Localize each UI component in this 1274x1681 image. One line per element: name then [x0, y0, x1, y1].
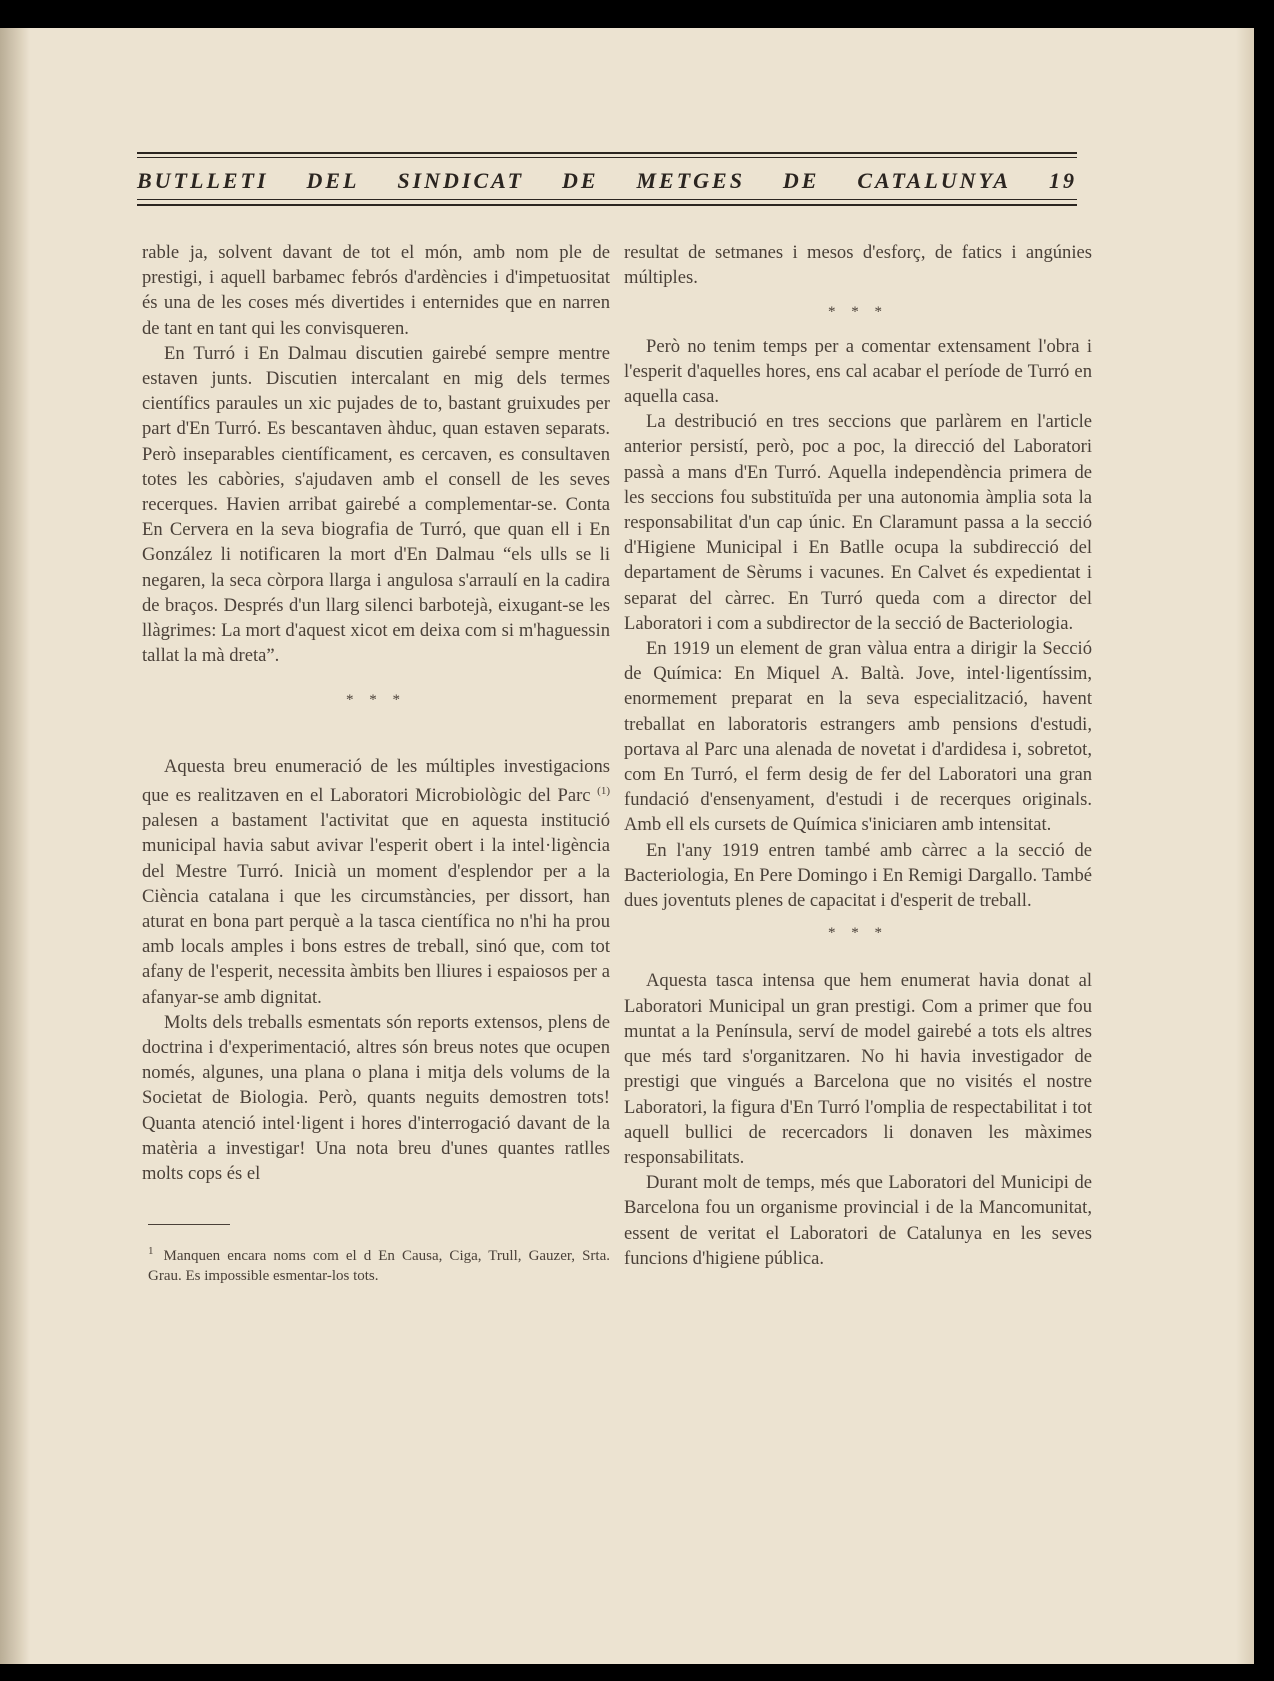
paragraph: En l'any 1919 entren també amb càrrec a la secció de Bacteriologia, En Pere Domingo i En Remigi Dargallo. També dues joventuts plenes de capacitat i d'esperit de treball. — [624, 839, 1092, 912]
header-top-rule — [137, 152, 1077, 154]
header-word: METGES — [636, 168, 745, 193]
paragraph-text: Aquesta breu enumeració de les múltiples investigacions que es realitzaven en el Laboratori Microbiològic del Parc — [142, 755, 610, 807]
header-word: DE — [782, 168, 820, 193]
paragraph: resultat de setmanes i mesos d'esforç, de fatics i angúnies múltiples. — [624, 242, 1092, 289]
header-bottom-rule-thin — [137, 199, 1077, 200]
page-edge-shadow — [1236, 28, 1254, 1664]
page-number: 19 — [1048, 168, 1077, 193]
header-top-rule-thin — [137, 157, 1077, 158]
paragraph: Aquesta tasca intensa que hem enumerat havia donat al Laboratori Municipal un gran prestigi. Com a primer que fou muntat a la Península, serví de model gairebé a tots els altres que més tard s'organitzaren. No hi havia investigador de prestigi que vingués a Barcelona que no visités el nostre Laboratori, la figura d'En Turró l'omplia de respectabilitat i tot aquell bullici de recercadors li donaven les màximes responsabilitats. — [624, 970, 1092, 1168]
paragraph: En 1919 un element de gran vàlua entra a dirigir la Secció de Química: En Miquel A. Baltà. Jove, intel·ligentíssim, enormement preparat en la seva especialització, havent treballat en laboratoris estrangers amb pensions d'estudi, portava al Parc una alenada de novetat i d'ardidesa i, sobretot, com En Turró, el ferm desig de fer del Laboratori una gran fundació d'ensenyament, d'estudi i de recerques originals. Amb ell els cursets de Química s'iniciaren amb intensitat. — [624, 638, 1092, 836]
section-separator: * * * — [828, 925, 888, 942]
header-word: CATALUNYA — [857, 168, 1012, 193]
section-separator: * * * — [346, 692, 406, 709]
right-column — [624, 240, 1092, 1271]
paragraph: La destribució en tres seccions que parlàrem en l'article anterior persistí, però, poc a poc, la direcció del Laboratori passà a mans d'En Turró. Aquella independència primera de les seccions fou substituïda per una autonomia àmplia sota la responsabilitat d'un cap únic. En Claramunt passa a la secció d'Higiene Municipal i En Batlle ocupa la subdirecció del departament de Sèrums i vacunes. En Calvet és expedientat i separat del càrrec. En Turró queda com a director del Laboratori i com a subdirector de la secció de Bacteriologia. — [624, 411, 1092, 634]
paragraph — [142, 754, 610, 1010]
header-word: DE — [562, 168, 599, 193]
left-column — [142, 240, 610, 1286]
journal-page — [0, 28, 1254, 1664]
footnote-text: Manquen encara noms com el d En Causa, Ciga, Trull, Gauzer, Srta. Grau. Es impossible esmentar-los tots. — [148, 1248, 610, 1285]
paragraph: Però no tenim temps per a comentar extensament l'obra i l'esperit d'aquelles hores, ens cal acabar el període de Turró en aquella casa. — [624, 335, 1092, 408]
paragraph: En Turró i En Dalmau discutien gairebé sempre mentre estaven junts. Discutien intercalant en mig dels termes científics paraules un xic pujades de to, bastant gruixudes per part d'En Turró. Es bescantaven àhduc, quan estaven separats. Però inseparables científicament, es cercaven, es consultaven totes les cabòries, s'ajudaven amb el consell de les seves recerques. Havien arribat gairebé a complementar-se. Conta En Cervera en la seva biografia de Turró, que quan ell i En González li notificaren la mort d'En Dalmau “els ulls se li negaren, la seca còrpora llarga i angulosa s'arraulí en la cadira de braços. Després d'un llarg silenci barbotejà, eixugant-se les llàgrimes: La mort d'aquest xicot em deixa com si m'haguessin tallat la mà dreta”. — [142, 342, 610, 667]
paragraph: rable ja, solvent davant de tot el món, amb nom ple de prestigi, i aquell barbamec febrós d'ardències i d'impetuositat és una de les coses més divertides i enternides que en narren de tant en tant qui les convisqueren. — [142, 242, 610, 339]
header-word: BUTLLETI — [137, 168, 269, 193]
footnote — [142, 1241, 610, 1286]
header-word: SINDICAT — [397, 168, 525, 193]
paragraph-text: palesen a bastament l'activitat que en aquesta institució municipal havia sabut avivar l'esperit obert i la intel·ligència del Mestre Turró. Inicià un moment d'esplendor per a la Ciència catalana i que les circumstàncies, per dissort, han aturat en bona part perquè a la tasca científica no n'hi ha prou amb locals amples i bons estres de treball, sinó que, com tot afany de l'esperit, necessita àmbits ben lliures i espaiosos per a afanyar-se amb dignitat. — [142, 810, 610, 1008]
running-header — [137, 152, 1077, 212]
header-title — [137, 168, 1077, 194]
header-word: DEL — [306, 168, 360, 193]
footnote-rule — [148, 1224, 230, 1225]
footnote-reference: (1) — [597, 784, 610, 797]
header-bottom-rule — [137, 204, 1077, 206]
page-spine-shadow — [0, 28, 30, 1664]
paragraph: Molts dels treballs esmentats són reports extensos, plens de doctrina i d'experimentació, altres són breus notes que ocupen només, algunes, una plana o plana i mitja dels volums de la Societat de Biologia. Però, quants neguits demostren tots! Quanta atenció intel·ligent i hores d'interrogació davant de la matèria a investigar! Una nota breu d'unes quantes ratlles molts cops és el — [142, 1011, 610, 1185]
section-separator: * * * — [828, 304, 888, 321]
footnote-mark: 1 — [148, 1245, 154, 1258]
paragraph: Durant molt de temps, més que Laboratori del Municipi de Barcelona fou un organisme provincial i de la Mancomunitat, essent de veritat el Laboratori de Catalunya en les seves funcions d'higiene pública. — [624, 1172, 1092, 1269]
